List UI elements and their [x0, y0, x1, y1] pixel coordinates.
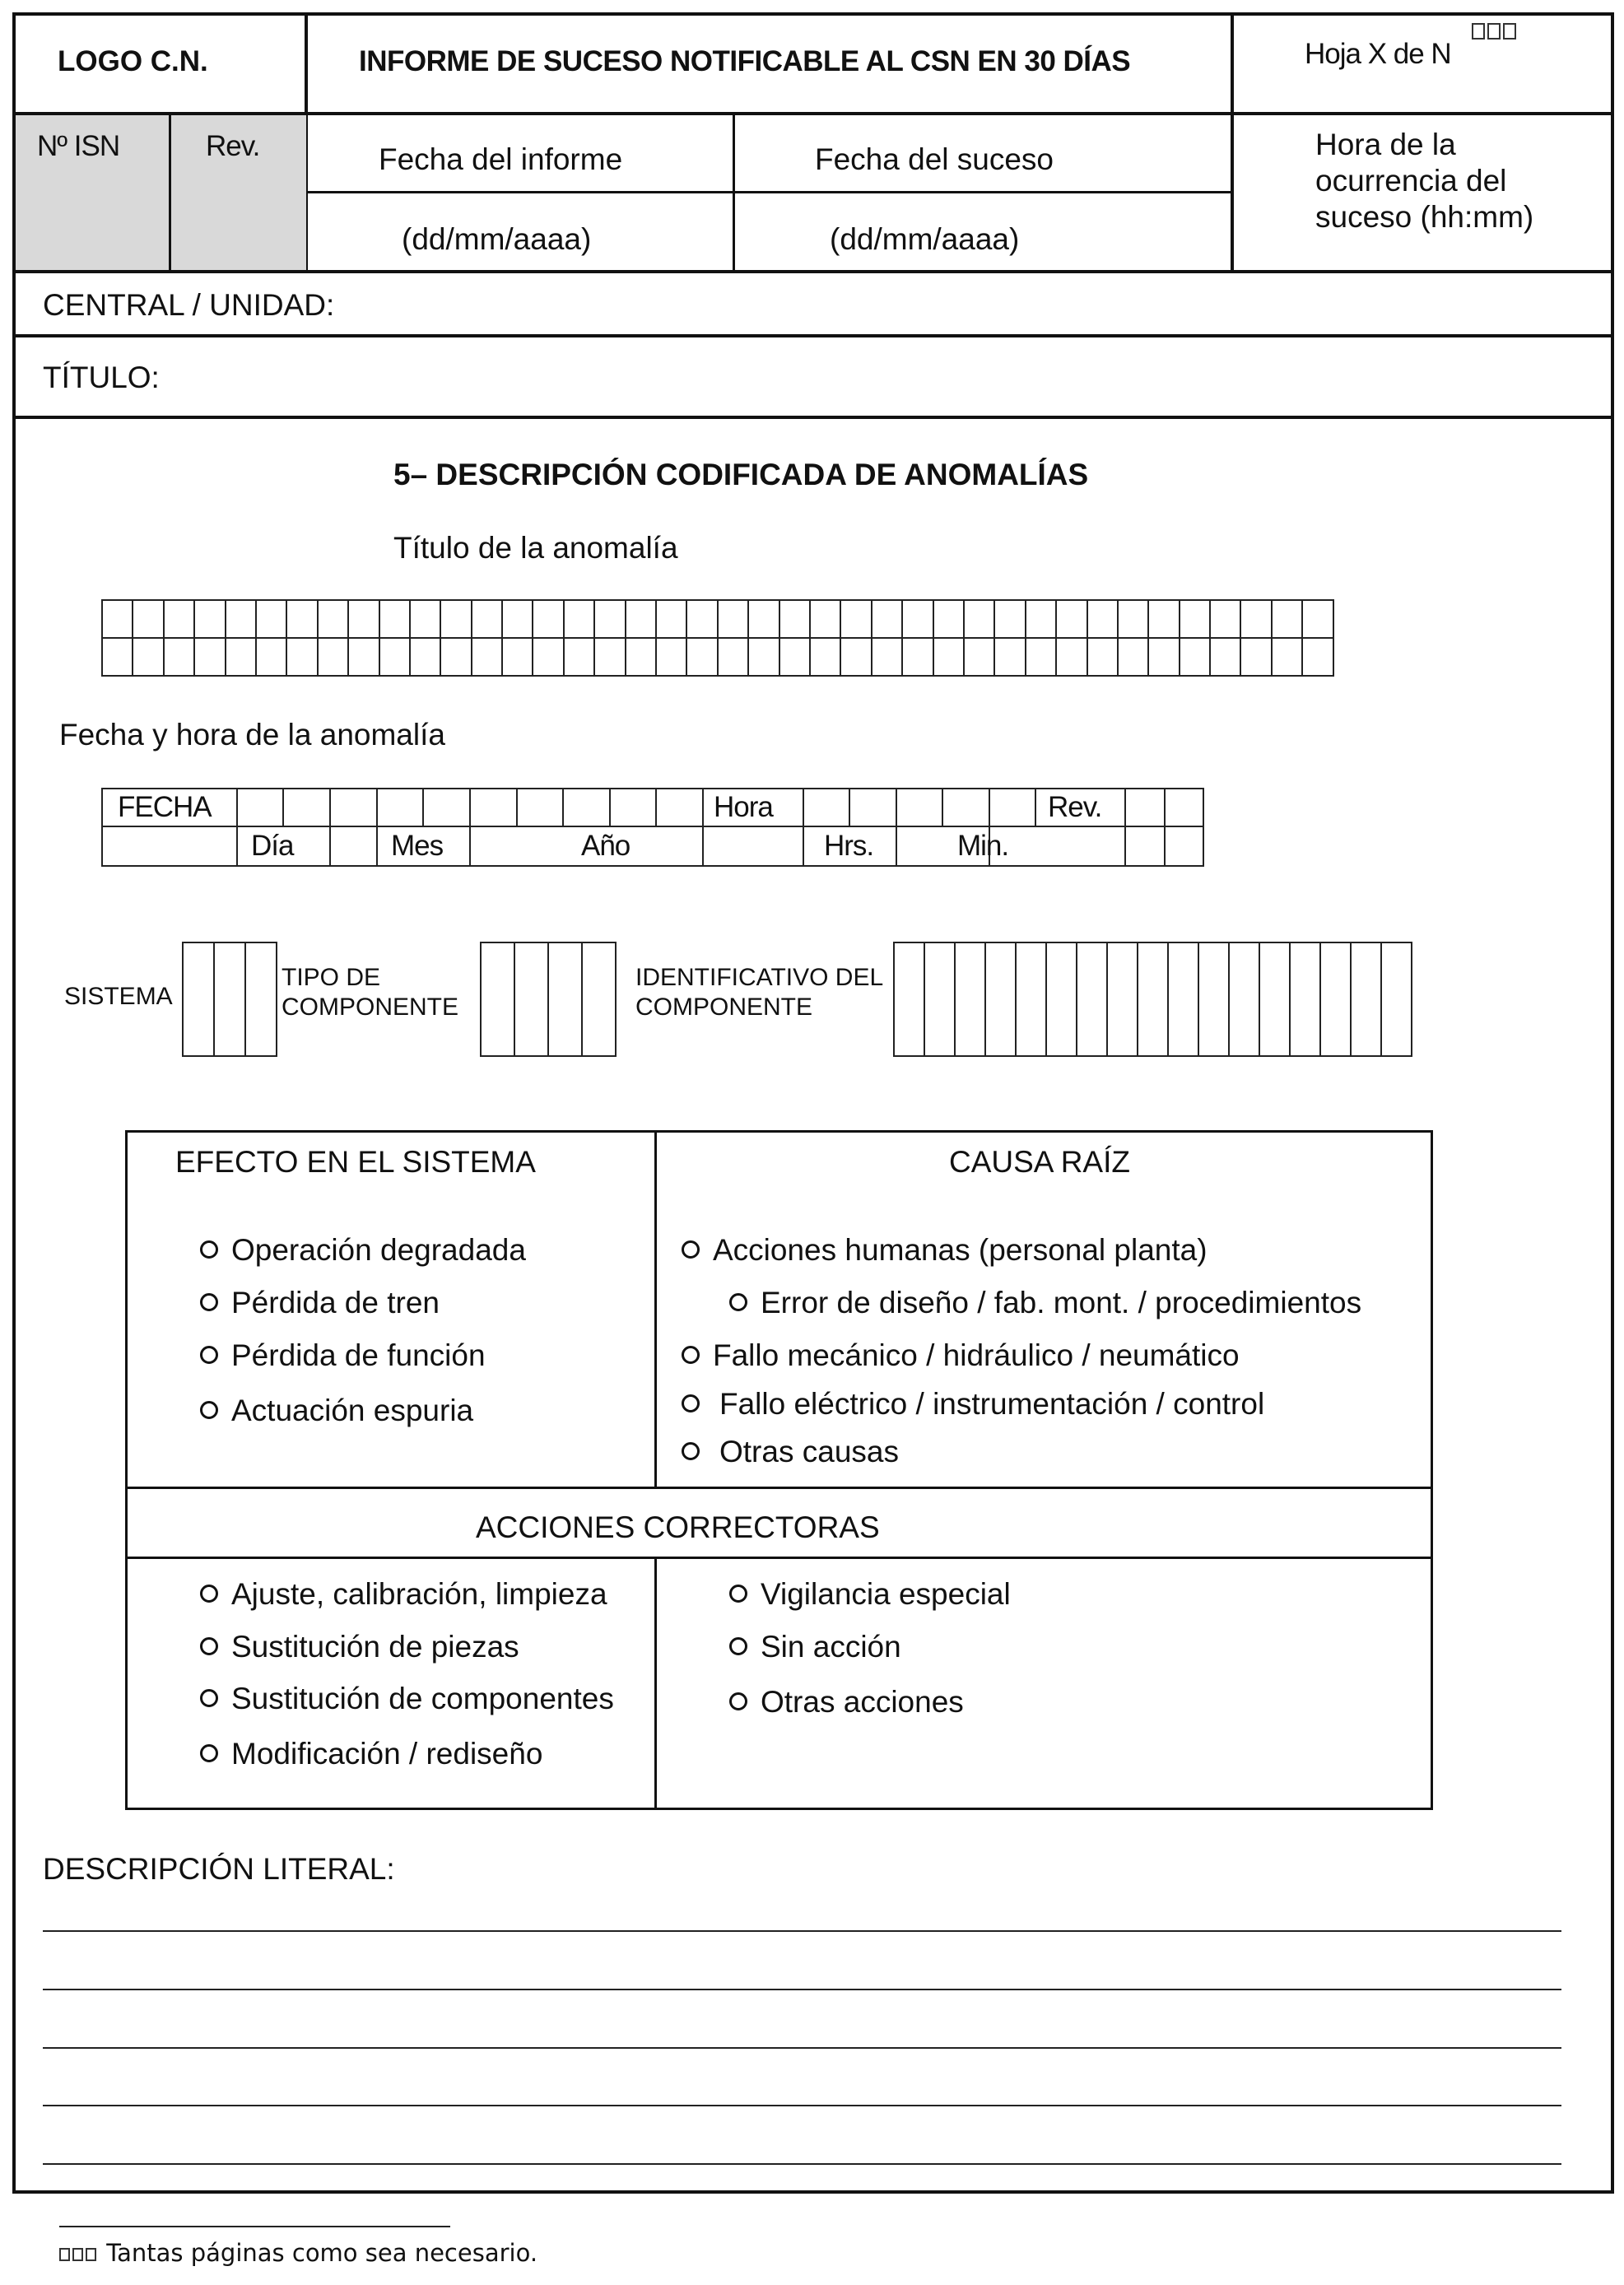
title-label: TÍTULO:	[43, 361, 160, 394]
plant-row-border	[12, 270, 1614, 273]
id-componente-code-cell[interactable]	[924, 942, 956, 1057]
action-option-redesign[interactable]: Modificación / rediseño	[200, 1738, 542, 1769]
tipo-componente-code-cell[interactable]	[581, 942, 617, 1057]
title-char-cell[interactable]	[502, 600, 533, 638]
title-char-cell[interactable]	[564, 638, 594, 676]
anomaly-title-grid[interactable]	[101, 599, 1334, 677]
title-char-cell[interactable]	[1118, 638, 1148, 676]
action-option-surveillance[interactable]: Vigilancia especial	[729, 1579, 1011, 1609]
title-char-cell[interactable]	[902, 638, 933, 676]
id-componente-code-cell[interactable]	[1289, 942, 1321, 1057]
title-char-cell[interactable]	[533, 638, 563, 676]
report-date-format: (dd/mm/aaaa)	[402, 222, 592, 256]
title-char-cell[interactable]	[810, 638, 840, 676]
title-char-cell[interactable]	[1180, 638, 1210, 676]
radio-icon[interactable]	[200, 1401, 218, 1419]
title-char-cell[interactable]	[533, 600, 563, 638]
header-divider-2	[1231, 12, 1234, 272]
title-char-cell[interactable]	[872, 638, 902, 676]
logo-placeholder: LOGO C.N.	[58, 45, 208, 77]
title-char-cell[interactable]	[502, 638, 533, 676]
title-char-cell[interactable]	[1056, 600, 1087, 638]
title-char-cell[interactable]	[779, 600, 810, 638]
title-char-cell[interactable]	[594, 600, 625, 638]
title-char-cell[interactable]	[686, 600, 717, 638]
title-char-cell[interactable]	[994, 638, 1025, 676]
title-char-cell[interactable]	[194, 600, 225, 638]
tipo-componente-code-cell[interactable]	[547, 942, 583, 1057]
id-componente-code-cell[interactable]	[1015, 942, 1047, 1057]
form-title: INFORME DE SUCESO NOTIFICABLE AL CSN EN 30 DÍAS	[359, 45, 1131, 77]
cause-option-mechanical[interactable]: Fallo mecánico / hidráulico / neumático	[682, 1340, 1240, 1371]
title-char-cell[interactable]	[1210, 600, 1240, 638]
literal-line-2[interactable]	[43, 1989, 1561, 1990]
title-char-cell[interactable]	[964, 638, 994, 676]
title-char-cell[interactable]	[840, 638, 871, 676]
sistema-code-cell[interactable]	[244, 942, 277, 1057]
table-row-divider-1	[125, 1487, 1433, 1489]
title-char-cell[interactable]	[226, 638, 256, 676]
title-char-cell[interactable]	[933, 600, 964, 638]
title-char-cell[interactable]	[1272, 638, 1302, 676]
hora-label: Hora	[714, 791, 773, 823]
title-char-cell[interactable]	[102, 638, 133, 676]
title-char-cell[interactable]	[410, 638, 440, 676]
title-char-cell[interactable]	[902, 600, 933, 638]
id-componente-code-cell[interactable]	[1319, 942, 1352, 1057]
title-char-cell[interactable]	[686, 638, 717, 676]
hrs-label: Hrs.	[824, 830, 874, 862]
title-char-cell[interactable]	[626, 600, 656, 638]
anomaly-title-label: Título de la anomalía	[393, 531, 678, 565]
tipo-componente-boxes[interactable]	[480, 942, 617, 1057]
radio-icon[interactable]	[200, 1293, 218, 1311]
cause-option-electrical[interactable]: Fallo eléctrico / instrumentación / control	[682, 1389, 1264, 1419]
fecha-label: FECHA	[118, 791, 212, 823]
id-componente-code-cell[interactable]	[1045, 942, 1077, 1057]
sistema-code-cell[interactable]	[213, 942, 246, 1057]
table-vertical-divider-bottom	[654, 1557, 657, 1810]
id-componente-label: IDENTIFICATIVO DEL COMPONENTE	[635, 964, 883, 1021]
id-componente-boxes[interactable]	[893, 942, 1412, 1057]
radio-icon[interactable]	[200, 1744, 218, 1762]
title-row-border	[12, 334, 1614, 337]
tipo-componente-code-cell[interactable]	[514, 942, 549, 1057]
title-char-cell[interactable]	[933, 638, 964, 676]
radio-icon[interactable]	[682, 1346, 700, 1364]
title-char-cell[interactable]	[102, 600, 133, 638]
id-componente-code-cell[interactable]	[1137, 942, 1169, 1057]
literal-line-1[interactable]	[43, 1930, 1561, 1932]
title-char-cell[interactable]	[626, 638, 656, 676]
radio-icon[interactable]	[200, 1240, 218, 1259]
title-char-cell[interactable]	[1026, 638, 1056, 676]
radio-icon[interactable]	[200, 1585, 218, 1603]
rev-label: Rev.	[206, 130, 260, 162]
dia-label: Día	[251, 830, 294, 862]
sheet-number	[1305, 40, 1451, 68]
title-char-cell[interactable]	[1302, 600, 1333, 638]
event-date-label: Fecha del suceso	[815, 142, 1054, 176]
id-componente-code-cell[interactable]	[1259, 942, 1291, 1057]
title-char-cell[interactable]	[1056, 638, 1087, 676]
title-char-cell[interactable]	[748, 638, 779, 676]
radio-icon[interactable]	[729, 1585, 747, 1603]
title-char-cell[interactable]	[594, 638, 625, 676]
action-option-adjust[interactable]: Ajuste, calibración, limpieza	[200, 1579, 607, 1609]
title-char-cell[interactable]	[164, 638, 194, 676]
plant-label: CENTRAL / UNIDAD:	[43, 288, 335, 322]
id-componente-code-cell[interactable]	[954, 942, 986, 1057]
title-char-cell[interactable]	[1240, 638, 1271, 676]
title-char-cell[interactable]	[1148, 600, 1179, 638]
title-char-cell[interactable]	[748, 600, 779, 638]
radio-icon[interactable]	[729, 1293, 747, 1311]
section-border	[12, 416, 1614, 419]
title-char-cell[interactable]	[286, 638, 317, 676]
date-subdivider	[306, 191, 1231, 193]
anomaly-datetime-label: Fecha y hora de la anomalía	[59, 718, 445, 752]
title-char-cell[interactable]	[1210, 638, 1240, 676]
title-char-cell[interactable]	[1118, 600, 1148, 638]
title-char-cell[interactable]	[656, 600, 686, 638]
title-char-cell[interactable]	[440, 600, 471, 638]
radio-icon[interactable]	[682, 1394, 700, 1412]
title-char-cell[interactable]	[256, 600, 286, 638]
literal-description-label: DESCRIPCIÓN LITERAL:	[43, 1852, 395, 1886]
report-date-label: Fecha del informe	[379, 142, 623, 176]
title-char-cell[interactable]	[379, 638, 410, 676]
table-row-divider-2	[125, 1557, 1433, 1559]
literal-line-3[interactable]	[43, 2047, 1561, 2049]
title-char-cell[interactable]	[164, 600, 194, 638]
title-char-cell[interactable]	[410, 600, 440, 638]
radio-icon[interactable]	[682, 1442, 700, 1460]
radio-icon[interactable]	[200, 1689, 218, 1707]
id-componente-code-cell[interactable]	[893, 942, 925, 1057]
title-char-cell[interactable]	[348, 600, 379, 638]
title-char-cell[interactable]	[1087, 638, 1118, 676]
title-char-cell[interactable]	[379, 600, 410, 638]
title-char-cell[interactable]	[779, 638, 810, 676]
cause-heading: CAUSA RAÍZ	[949, 1145, 1130, 1179]
sistema-label: SISTEMA	[64, 983, 173, 1010]
title-char-cell[interactable]	[1240, 600, 1271, 638]
id-componente-code-cell[interactable]	[1167, 942, 1199, 1057]
sheet-number-label: Hoja X de N	[1305, 38, 1451, 70]
cause-option-human[interactable]: Acciones humanas (personal planta)	[682, 1235, 1208, 1265]
title-char-cell[interactable]	[964, 600, 994, 638]
radio-icon[interactable]	[729, 1637, 747, 1655]
title-char-cell[interactable]	[810, 600, 840, 638]
title-char-cell[interactable]	[226, 600, 256, 638]
title-char-cell[interactable]	[1180, 600, 1210, 638]
title-char-cell[interactable]	[133, 600, 163, 638]
isn-label: Nº ISN	[37, 130, 120, 162]
title-char-cell[interactable]	[718, 600, 748, 638]
rev-field-label: Rev.	[1048, 791, 1102, 823]
tipo-componente-label: TIPO DE COMPONENTE	[282, 964, 459, 1021]
footnote-ref-icon	[59, 2239, 99, 2267]
footnote-text: Tantas páginas como sea necesario.	[106, 2239, 538, 2267]
id-componente-code-cell[interactable]	[1076, 942, 1108, 1057]
effect-option-function-loss[interactable]: Pérdida de función	[200, 1340, 486, 1371]
title-char-cell[interactable]	[872, 600, 902, 638]
title-char-cell[interactable]	[656, 638, 686, 676]
event-time-label: Hora de la ocurrencia del suceso (hh:mm)	[1315, 128, 1534, 234]
id-componente-code-cell[interactable]	[1380, 942, 1412, 1057]
footnote-ref-icon	[1472, 23, 1519, 44]
title-char-cell[interactable]	[1272, 600, 1302, 638]
title-char-cell[interactable]	[994, 600, 1025, 638]
mes-label: Mes	[391, 830, 444, 862]
action-option-components[interactable]: Sustitución de componentes	[200, 1683, 614, 1714]
sistema-code-cell[interactable]	[182, 942, 215, 1057]
title-char-cell[interactable]	[472, 638, 502, 676]
effect-heading: EFECTO EN EL SISTEMA	[175, 1145, 536, 1179]
effect-option-spurious[interactable]: Actuación espuria	[200, 1395, 473, 1426]
title-char-cell[interactable]	[564, 600, 594, 638]
action-option-parts[interactable]: Sustitución de piezas	[200, 1631, 519, 1662]
radio-icon[interactable]	[200, 1346, 218, 1364]
literal-line-5[interactable]	[43, 2163, 1561, 2165]
actions-heading: ACCIONES CORRECTORAS	[476, 1510, 880, 1544]
title-char-cell[interactable]	[440, 638, 471, 676]
title-char-cell[interactable]	[1302, 638, 1333, 676]
id-componente-code-cell[interactable]	[1350, 942, 1382, 1057]
section-heading: 5– DESCRIPCIÓN CODIFICADA DE ANOMALÍAS	[393, 458, 1089, 491]
cause-option-other[interactable]: Otras causas	[682, 1436, 899, 1467]
id-componente-code-cell[interactable]	[984, 942, 1017, 1057]
cause-option-design-error[interactable]: Error de diseño / fab. mont. / procedimientos	[729, 1287, 1361, 1318]
literal-line-4[interactable]	[43, 2105, 1561, 2106]
radio-icon[interactable]	[682, 1240, 700, 1259]
title-char-cell[interactable]	[286, 600, 317, 638]
sistema-boxes[interactable]	[182, 942, 277, 1057]
date-mid-divider	[733, 112, 735, 272]
tipo-componente-code-cell[interactable]	[480, 942, 515, 1057]
id-componente-code-cell[interactable]	[1106, 942, 1138, 1057]
title-char-cell[interactable]	[1026, 600, 1056, 638]
effect-option-train-loss[interactable]: Pérdida de tren	[200, 1287, 440, 1318]
title-char-cell[interactable]	[256, 638, 286, 676]
title-char-cell[interactable]	[318, 638, 348, 676]
effect-option-degraded[interactable]: Operación degradada	[200, 1235, 526, 1265]
id-componente-code-cell[interactable]	[1228, 942, 1260, 1057]
footnote-rule	[59, 2226, 450, 2227]
title-char-cell[interactable]	[472, 600, 502, 638]
title-char-cell[interactable]	[1087, 600, 1118, 638]
title-char-cell[interactable]	[133, 638, 163, 676]
min-label: Min.	[957, 830, 1009, 862]
datetime-grid[interactable]	[101, 788, 1204, 867]
event-date-format: (dd/mm/aaaa)	[830, 222, 1020, 256]
title-char-cell[interactable]	[318, 600, 348, 638]
title-char-cell[interactable]	[718, 638, 748, 676]
ano-label: Año	[581, 830, 631, 862]
title-char-cell[interactable]	[194, 638, 225, 676]
action-option-other[interactable]: Otras acciones	[729, 1687, 964, 1717]
footnote	[59, 2239, 537, 2267]
title-char-cell[interactable]	[840, 600, 871, 638]
action-option-none[interactable]: Sin acción	[729, 1631, 901, 1662]
id-componente-code-cell[interactable]	[1198, 942, 1230, 1057]
title-char-cell[interactable]	[348, 638, 379, 676]
radio-icon[interactable]	[200, 1637, 218, 1655]
title-char-cell[interactable]	[1148, 638, 1179, 676]
radio-icon[interactable]	[729, 1692, 747, 1710]
table-vertical-divider-top	[654, 1130, 657, 1488]
